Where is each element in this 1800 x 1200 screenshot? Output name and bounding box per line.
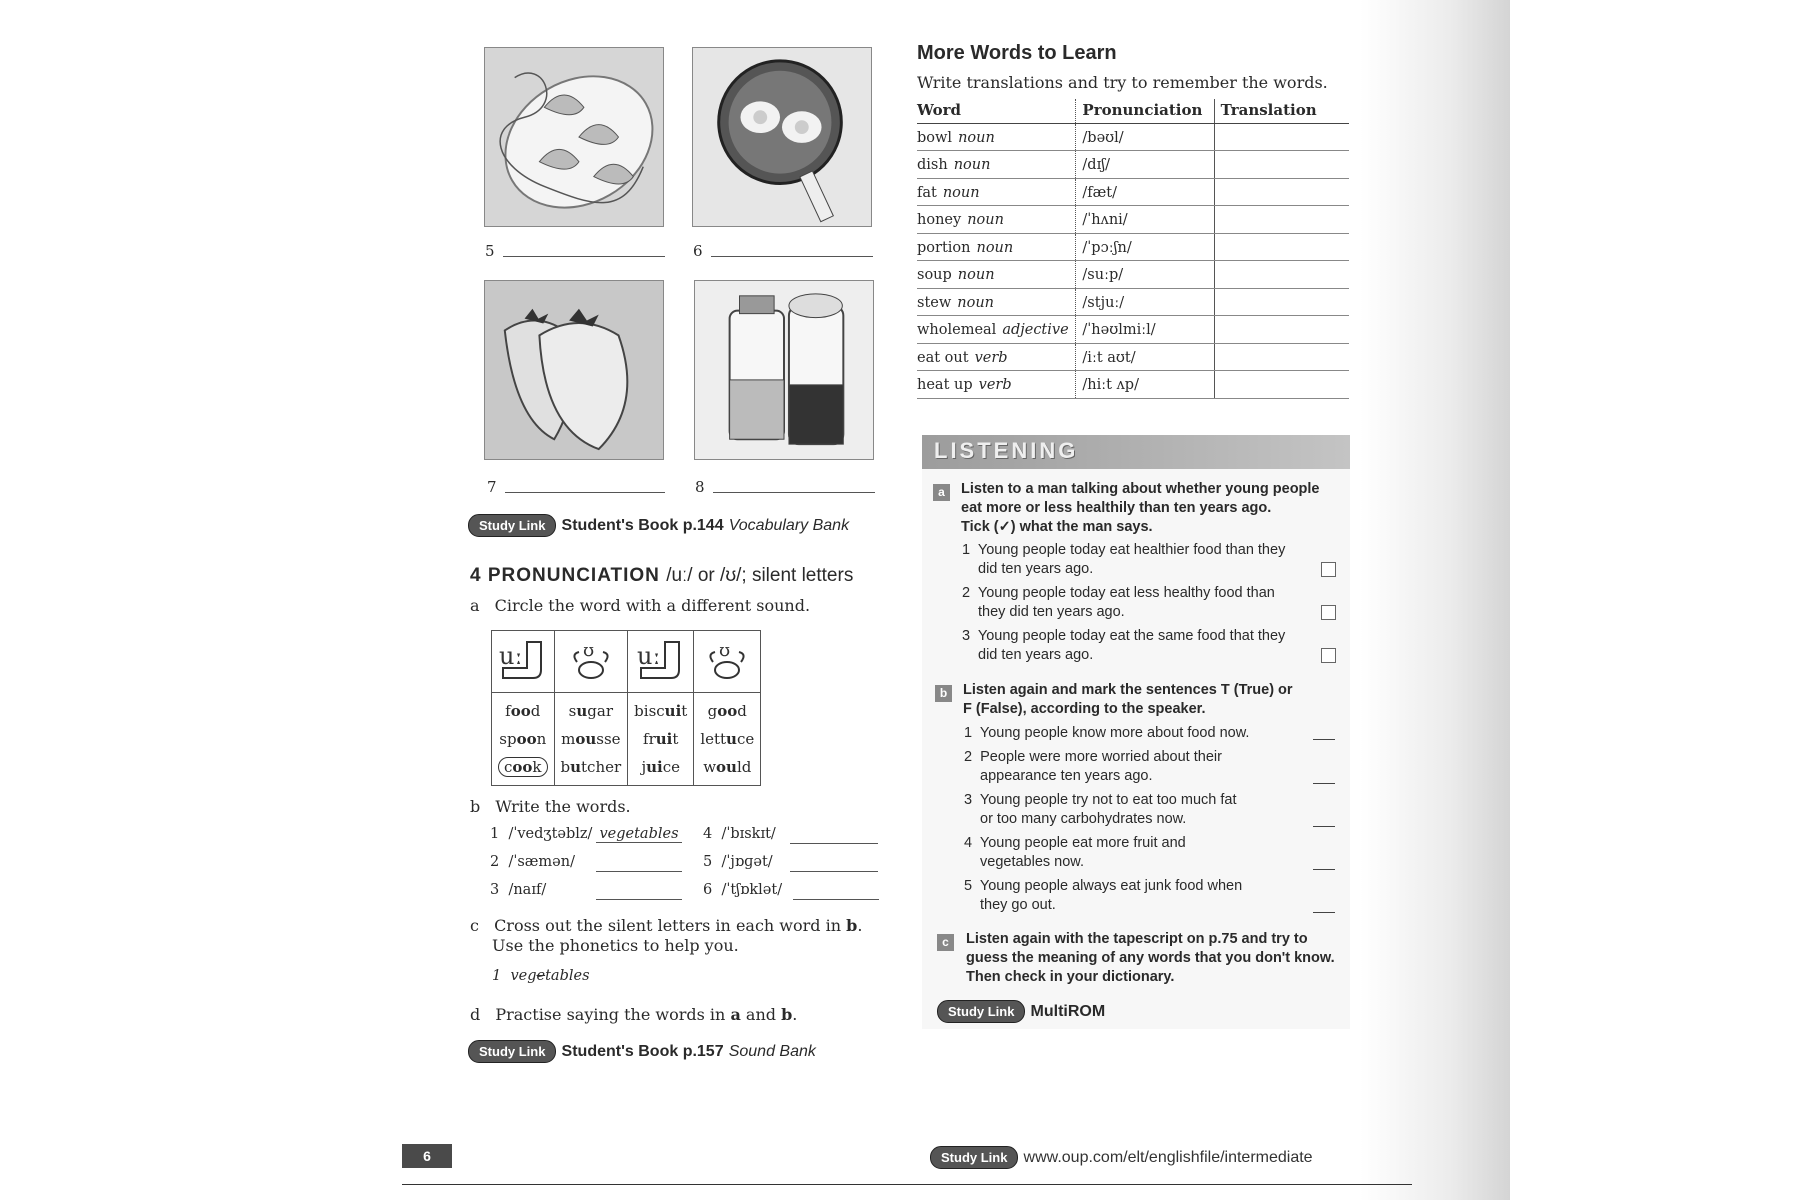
sound-word[interactable]: fruit (643, 730, 679, 748)
tick-checkbox[interactable] (1321, 648, 1336, 663)
translation-field[interactable] (1214, 123, 1349, 151)
exercise-instruction-2: Use the phonetics to help you. (492, 936, 739, 955)
exercise-a (470, 596, 810, 615)
exercise-instruction: Write the words. (495, 797, 631, 816)
sound-word[interactable]: juice (641, 758, 681, 776)
write-answer[interactable] (790, 854, 878, 872)
answer-blank[interactable] (505, 492, 665, 493)
footer-url[interactable]: www.oup.com/elt/englishfile/intermediate (1023, 1149, 1313, 1166)
exercise-d: d Practise saying the words in a and b. (470, 1005, 798, 1024)
listening-c-instruction: Listen again with the tapescript on p.75 and try to guess the meaning of any words that you don't know. Then check in your dictionary. (966, 931, 1335, 985)
true-false-answer[interactable] (1313, 739, 1335, 740)
study-link-text: MultiROM (1030, 1003, 1106, 1020)
translation-field[interactable] (1214, 288, 1349, 316)
exercise-letter: b (470, 797, 481, 816)
header-word: Word (917, 99, 1076, 123)
table-row: soup noun /suːp/ (917, 261, 1349, 289)
study-link-multirom[interactable] (937, 1000, 1105, 1023)
sound-column (554, 693, 628, 786)
translation-field[interactable] (1214, 343, 1349, 371)
study-link-sound-bank[interactable] (468, 1040, 816, 1063)
sound-word[interactable]: butcher (560, 758, 622, 776)
sound-word[interactable]: would (703, 758, 752, 776)
section-title: PRONUNCIATION (487, 565, 660, 586)
bull-icon (554, 631, 628, 693)
listening-b-item: 5 Young people always eat junk food when they go out. (964, 878, 1243, 913)
table-row: bowl noun /bəʊl/ (917, 123, 1349, 151)
table-row: dish noun /dɪʃ/ (917, 151, 1349, 179)
picture-number: 8 (695, 478, 705, 496)
table-row: heat up verb /hiːt ʌp/ (917, 371, 1349, 399)
listening-a-instruction: Listen to a man talking about whether young people eat more or less healthily than ten years ago. Tick (✓) what the man says. (961, 481, 1320, 535)
section-number: 4 (470, 565, 482, 586)
table-row: honey noun /ˈhʌni/ (917, 206, 1349, 234)
sound-table (491, 630, 761, 786)
write-item: 2 /ˈsæmən/ (490, 854, 575, 870)
write-answer[interactable] (790, 826, 878, 844)
more-words-title: More Words to Learn (917, 42, 1117, 64)
svg-text:ʊ: ʊ (719, 639, 731, 661)
svg-text:uː: uː (636, 641, 661, 670)
more-words-instruction: Write translations and try to remember the words. (917, 73, 1328, 92)
listening-b-instruction: Listen again and mark the sentences T (True) or F (False), according to the speaker. (963, 682, 1293, 717)
bottom-rule (402, 1184, 1412, 1185)
picture-number: 5 (485, 242, 495, 260)
exercise-c: c Cross out the silent letters in each word in b. Use the phonetics to help you. (470, 916, 863, 955)
listening-banner (922, 435, 1350, 469)
sound-column (628, 693, 694, 786)
answer-blank[interactable] (503, 256, 665, 257)
study-link-badge: Study Link (468, 514, 556, 537)
sound-word[interactable]: food (505, 702, 541, 720)
listening-b-item: 3 Young people try not to eat too much fat or too many carbohydrates now. (964, 792, 1237, 827)
translation-field[interactable] (1214, 151, 1349, 179)
exercise-instruction: Cross out the silent letters in each word in (494, 916, 842, 935)
write-answer[interactable] (596, 854, 682, 872)
write-item: 1 /ˈvedʒtəblz/ (490, 826, 593, 842)
header-pronunciation: Pronunciation (1076, 99, 1214, 123)
boot-icon (628, 631, 694, 693)
write-answer[interactable] (596, 882, 682, 900)
translation-field[interactable] (1214, 178, 1349, 206)
study-link-italic: Vocabulary Bank (728, 517, 850, 534)
svg-text:ʊ: ʊ (582, 639, 595, 661)
translation-field[interactable] (1214, 206, 1349, 234)
footer-study-link[interactable] (930, 1146, 1313, 1169)
example-answer: 1 vegetables (492, 968, 590, 984)
listening-tag-c: c (937, 931, 954, 951)
table-row: fat noun /fæt/ (917, 178, 1349, 206)
translation-field[interactable] (1214, 316, 1349, 344)
translation-field[interactable] (1214, 371, 1349, 399)
study-link-badge: Study Link (937, 1000, 1025, 1023)
table-row: stew noun /stjuː/ (917, 288, 1349, 316)
exercise-b (470, 797, 631, 816)
listening-title: LISTENING (934, 438, 1079, 463)
tick-checkbox[interactable] (1321, 605, 1336, 620)
write-item: 3 /naɪf/ (490, 882, 547, 898)
translation-field[interactable] (1214, 233, 1349, 261)
translation-field[interactable] (1214, 261, 1349, 289)
header-translation: Translation (1214, 99, 1349, 123)
sound-word[interactable]: mousse (561, 730, 621, 748)
strawberries-image (484, 280, 664, 460)
words-table (917, 99, 1349, 399)
section-subtitle: /uː/ or /ʊ/; silent letters (666, 565, 854, 586)
picture-number: 6 (693, 242, 703, 260)
sound-column (694, 693, 761, 786)
table-row: eat out verb /iːt aʊt/ (917, 343, 1349, 371)
table-row: portion noun /ˈpɔːʃn/ (917, 233, 1349, 261)
fried-eggs-pan-image (692, 47, 872, 227)
write-item: 4 /ˈbɪskɪt/ (703, 826, 776, 842)
sound-word[interactable]: good (707, 702, 747, 720)
sound-word[interactable]: lettuce (700, 730, 755, 748)
exercise-letter: d (470, 1005, 481, 1024)
true-false-answer[interactable] (1313, 912, 1335, 913)
study-link-badge: Study Link (468, 1040, 556, 1063)
write-answer[interactable]: vegetables (596, 826, 682, 843)
table-row: wholemeal adjective /ˈhəʊlmiːl/ (917, 316, 1349, 344)
answer-blank[interactable] (713, 492, 875, 493)
exercise-letter: a (470, 596, 480, 615)
exercise-instruction: Practise saying the words in (495, 1005, 726, 1024)
salt-pepper-shakers-image (694, 280, 874, 460)
listening-a-item: 2 Young people today eat less healthy food than they did ten years ago. (962, 585, 1275, 620)
listening-tag-b: b (935, 682, 952, 702)
exercise-instruction: Circle the word with a different sound. (494, 596, 811, 615)
study-link-badge: Study Link (930, 1146, 1018, 1169)
boot-icon (492, 631, 555, 693)
study-link-text: Student's Book p.144 (561, 517, 724, 534)
listening-tag-a: a (933, 481, 950, 501)
listening-b-item: 4 Young people eat more fruit and vegetables now. (964, 835, 1186, 870)
study-link-italic: Sound Bank (728, 1043, 816, 1060)
prawns-plate-image (484, 47, 664, 227)
sound-column (492, 693, 555, 786)
page-number: 6 (402, 1144, 452, 1168)
bold-ref: b (846, 916, 858, 935)
true-false-answer[interactable] (1313, 783, 1335, 784)
listening-a-item: 3 Young people today eat the same food that they did ten years ago. (962, 628, 1286, 663)
listening-b-item: 1 Young people know more about food now. (964, 725, 1250, 741)
exercise-letter: c (470, 916, 479, 935)
true-false-answer[interactable] (1313, 826, 1335, 827)
sound-word[interactable]: biscuit (634, 702, 688, 720)
write-item: 5 /ˈjɒɡət/ (703, 854, 773, 870)
listening-b-item: 2 People were more worried about their appearance ten years ago. (964, 749, 1222, 784)
write-answer[interactable] (793, 882, 879, 900)
sound-word[interactable]: sugar (568, 702, 613, 720)
study-link-vocabulary[interactable] (468, 514, 849, 537)
pronunciation-heading (470, 565, 853, 587)
write-item: 6 /ˈtʃɒklət/ (703, 882, 783, 898)
page-gutter-shadow (1360, 0, 1510, 1200)
svg-text:uː: uː (498, 641, 523, 670)
true-false-answer[interactable] (1313, 869, 1335, 870)
tick-checkbox[interactable] (1321, 562, 1336, 577)
picture-number: 7 (487, 478, 497, 496)
listening-a-item: 1 Young people today eat healthier food than they did ten years ago. (962, 542, 1286, 577)
bull-icon (694, 631, 761, 693)
answer-blank[interactable] (711, 256, 873, 257)
sound-word-circled[interactable]: cook (498, 753, 548, 781)
study-link-text: Student's Book p.157 (561, 1043, 724, 1060)
sound-word[interactable]: spoon (499, 730, 547, 748)
